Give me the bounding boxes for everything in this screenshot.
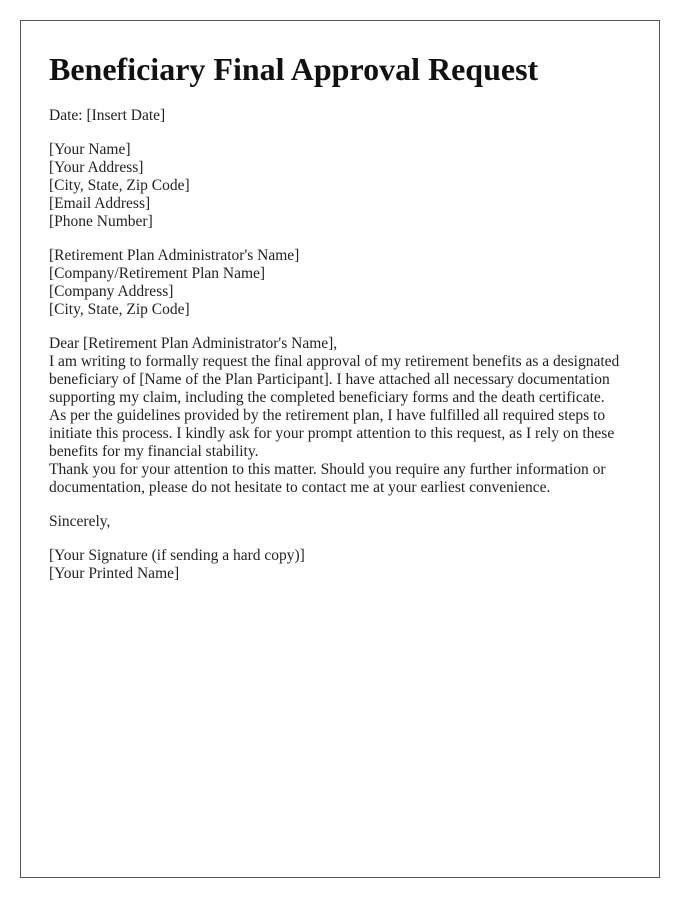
recipient-address-block xyxy=(49,247,631,319)
recipient-company: [Company/Retirement Plan Name] xyxy=(49,265,266,282)
sender-address-block xyxy=(49,141,631,231)
body-paragraph-2: As per the guidelines provided by the retirement plan, I have fulfilled all required steps to initiate this process. I kindly ask for your prompt attention to this request, as I rely on these benefits for my financial stability. xyxy=(49,407,615,460)
salutation: Dear [Retirement Plan Administrator's Name], xyxy=(49,335,338,352)
recipient-city-state-zip: [City, State, Zip Code] xyxy=(49,301,190,318)
closing: Sincerely, xyxy=(49,513,111,530)
letter-title: Beneficiary Final Approval Request xyxy=(49,51,539,87)
recipient-name: [Retirement Plan Administrator's Name] xyxy=(49,247,300,264)
body-paragraph-1: I am writing to formally request the final approval of my retirement benefits as a designated beneficiary of [Name of the Plan Participant]. I have attached all necessary documentation supporting my claim, including the completed beneficiary forms and the death certificate. xyxy=(49,353,620,406)
body-paragraph-3: Thank you for your attention to this matter. Should you require any further information or documentation, please do not hesitate to contact me at your earliest convenience. xyxy=(49,461,606,496)
date-line: Date: [Insert Date] xyxy=(49,107,166,124)
signature-block xyxy=(49,547,631,583)
signature-line: [Your Signature (if sending a hard copy)] xyxy=(49,547,305,564)
sender-email: [Email Address] xyxy=(49,195,151,212)
recipient-address: [Company Address] xyxy=(49,283,174,300)
sender-phone: [Phone Number] xyxy=(49,213,153,230)
sender-city-state-zip: [City, State, Zip Code] xyxy=(49,177,190,194)
letter-content xyxy=(49,49,631,583)
letter-page xyxy=(20,20,660,878)
sender-name: [Your Name] xyxy=(49,141,131,158)
sender-address: [Your Address] xyxy=(49,159,144,176)
printed-name: [Your Printed Name] xyxy=(49,565,180,582)
